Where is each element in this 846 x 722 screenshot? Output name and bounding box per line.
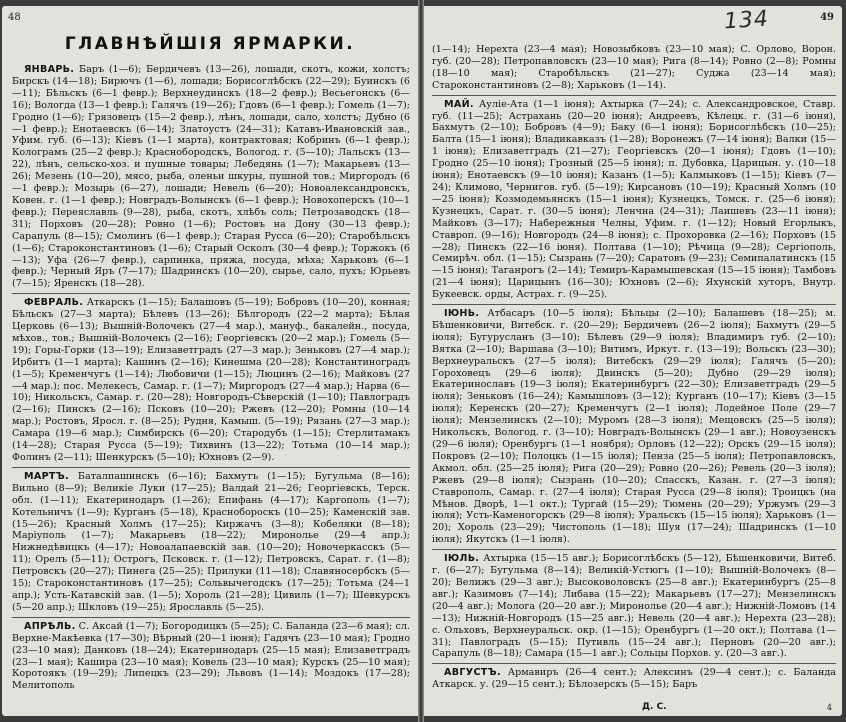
month-heading: МАРТЪ. <box>24 470 70 482</box>
month-heading: ІЮНЬ. <box>444 308 480 320</box>
month-section <box>12 297 410 464</box>
right-page-number: 49 <box>820 12 834 23</box>
month-section <box>432 308 836 546</box>
right-page <box>424 6 842 716</box>
month-heading: ЯНВАРЬ. <box>24 64 75 75</box>
left-column <box>12 64 410 695</box>
fair-list-text: Баръ (1—6); Бердичевъ (13—26), лошади, скотъ, кожи, холстъ; Бирскъ (14—18); Бирючъ (1—6), лошади; Борисоглѣбскъ (22—29); Буинскъ (6—11); Бѣльскъ (6—1 февр.); Верхнеудинскъ (18—2 февр.); Весьегонскъ (6—16); Вологда (13—1 февр.); Галячъ (19—26); Гдовъ (6—1 февр.); Гомель (1—7); Гродно (1—6); Грязовецъ (15—2 февр.), лѣнъ, лошади, сало, холстъ; Дубно (6—1 февр.); Енотаевскъ (6—14); Златоустъ (24—31); Катавъ-Ивановскій зав., Уфим. губ. (6—13); Кіевъ (1—1 марта), контрактовая; Кобринъ (6—1 февр.); Колограмъ (25—2 февр.); Краснобородскъ, Вологод. г. (5—10); Лальскъ (13—22), лѣнъ, сельско-хоз. и пушные товары; Лебедянь (1—7); Макарьевъ (13—26); Мезень (10—20), мясо, рыба, оленьи шкуры, пушной тов.; Миргородъ (6—1 февр.); Мозырь (6—27), лошади; Невель (6—20); Новоалександровскъ, Ковен. г. (1—1 февр.); Новградъ-Волынскъ (6—1 февр.); Новохоперскъ (10—1 февр.); Переяславль (9—28), рыба, скотъ, хлѣбъ соль; Петрозаводскъ (18—31); Порховъ (20—28); Ровно (1—6); Ростовъ на Дону (30—13 февр.); Сарапуль (8—15); Смолинъ (6—1 февр.); Старая Русса (6—20); Старобѣльскъ (1—6); Староконстантиновъ (1—6); Старый Осколъ (30—4 февр.); Торжокъ (6—13); Уфа (26—7 февр.), сарпинка, пряжа, посуда, мѣха; Харьковъ (6—1 февр.); Черный Яръ (7—17); Шадринскъ (10—20), сырье, сало, пухъ; Юрьевъ (7—15); Яренскъ (18—28). <box>12 64 410 290</box>
left-page <box>2 6 418 716</box>
month-section <box>432 99 836 301</box>
month-heading: ФЕВРАЛЬ. <box>24 297 84 309</box>
fair-list-text: Ахтырка (15—15 авг.); Борисоглѣбскъ (5—12), Бѣшенковичи, Витеб. г. (6—27); Бугульма (8—14); Великій-Устюгъ (1—10); Вышній-Волочекъ (8—20); Велижъ (29—3 авг.); Высоковоловскъ (25—8 авг.); Екатеринбургъ (25—8 авг.); Казимовъ (7—14); Либава (15—22); Макарьевъ (17—27); Мензелинскъ (20—4 авг.); Молога (20—20 авг.); Миронолье (20—4 авг.); Нижній-Ломовъ (14—13); Нижній-Новгородъ (15—25 авг.); Невель (20—4 авг.); Нерехта (23—28); с. Ольховъ, Верхнеуральск. окр. (1—15); Оренбургъ (1—20 окт.); Полтава (1—31); Павлоградъ (5—15); Путивль (15—24 авг.); Перновъ (20—20 авг.); Сарапуль (8—18); Самара (15—1 авг.); Сольцы Порхов. у. (20—3 авг.). <box>432 553 836 660</box>
month-section <box>432 553 836 660</box>
section-divider <box>12 467 410 468</box>
fair-list-text: С. Аксай (1—7); Богородицкъ (5—25); С. Баланда (23—6 мая); сл. Верхне-Макѣевка (17—30); Вѣрный (20—1 іюня); Гадячъ (23—10 мая); Гродно (23—10 мая); Данковъ (18—24); Екатеринодаръ (25—15 мая); Елизаветградъ (23—1 мая); Кашира (23—10 мая); Ковель (23—10 мая); Курскъ (25—10 мая); Коротоякъ (19—29); Липецкъ (23—29); Львовъ (1—14); Моздокъ (17—28); Мелитополь <box>12 620 410 692</box>
left-page-number: 48 <box>8 12 21 23</box>
page-title: ГЛАВНѢЙШІЯ ЯРМАРКИ. <box>64 34 356 54</box>
month-section <box>12 471 410 614</box>
fair-list-text: Армавиръ (26—4 сент.); Алексинъ (29—4 сент.); с. Баланда Аткарск. у. (29—15 сент.); Бѣлозерскъ (5—15); Баръ <box>432 667 836 691</box>
section-divider <box>432 549 836 550</box>
fair-list-text: Баталпашинскъ (6—16); Бахмутъ (1—15); Бугульма (8—16); Вильно (8—9); Великіе Луки (17—25); Валдай 21—26; Георгіевскъ, Терск. обл. (1—11); Екатеринодаръ (1—26); Епифань (4—17); Каргополь (1—7); Котельничъ (1—9); Курганъ (5—18), Краснобороскъ (10—25); Каменскій зав. (15—26); Красный Холмъ (17—25); Киржачъ (3—8); Кобеляки (8—18); Маріуполь (1—7); Макарьевъ (18—22); Миронолье (29—4 апр.); Нижнедѣвицкъ (4—17); Новоалапаевскій зав. (10—20); Новочеркасскъ (5—11); Орелъ (5—11); Острогъ, Псковск. г. (1—12); Петровскъ, Сарат. г. (1—8); Петровскъ (20—27); Пинега (25—25); Прилуки (11—18); Славяносербскъ (5—15); Староконстантиновъ (17—25); Сольвычегодскъ (17—25); Тотьма (24—1 апр.); Усть-Катавскій зав. (1—5); Хороль (21—28); Цивиль (1—7); Шевкурскъ (5—20 апр.); Шкловъ (19—25); Ярославль (5—25). <box>12 470 410 613</box>
fair-list-text: Аулiе-Ата (1—1 іюня); Ахтырка (7—24); с. Александровское, Ставр. губ. (11—25); Астрахань (20—20 іюня); Андреевъ, Кѣлецк. г. (31—6 іюня), Бахмутъ (2—10); Бобровъ (4—9); Баку (6—1 іюня); Борисоглѣбскъ (10—25); Балта (15—1 іюня); Владикавказъ (1—28); Воронежъ (7—14 іюня); Валки (15—1 іюня); Елизаветградъ (21—27); Георгіевскъ (20—1 іюня); Гдовъ (1—10); Гродно (25—10 іюня); Грозный (25—5 іюня); п. Дубовка, Царицын. у. (10—18 іюня); Енотаевскъ (9—10 іюня); Казанъ (1—5); Калмыковъ (1—15); Кіевъ (7—24); Климово, Чернигов. губ. (5—19); Кирсановъ (10—19); Красный Холмъ (10—25 іюня); Козмодемьянскъ (15—1 іюня); Кузнецкъ, Томск. г. (25—6 іюня); Кузнецкъ, Сарат. г. (30—5 іюня); Ленчна (24—31); Лаишевъ (23—11 іюня); Майковъ (3—17); Набережныя Челны, Уфим. г. (1—12); Новый Егорлыкъ, Ставроп. (9—16); Новгородъ (24—8 іюня); с. Прохоровка (2—16); Порховъ (15—28); Пинскъ (22—16 іюня). Полтава (1—10); Рѣчица (9—28); Сергіополь, Семирѣч. обл. (1—15); Сызрань (7—20); Саратовъ (9—23); Семипалатинскъ (15—15 іюня); Таганрогъ (2—14); Темиръ-Карамышевская (15—15 іюня); Тамбовъ (21—4 іюня); Царицынъ (16—30); Юхновъ (2—6); Яхунскій хуторъ, Внутр. Букеевск. орды, Астрах. г. (9—25). <box>432 98 836 301</box>
footer-number: 4 <box>826 703 832 712</box>
fair-list-text: Атбасаръ (10—5 іюля); Бѣльцы (2—10); Балашевъ (18—25); м. Бѣшенковичи, Витебск. г. (20—29); Бердичевъ (26—2 іюля); Бахмутъ (29—5 іюля); Бугурусланъ (3—10); Бѣлевъ (29—9 іюля); Владимиръ губ. (2—10); Вятка (2—10); Варшава (3—10); Витимъ, Иркут. г. (13—19); Вольскъ (23—30); Верхнеуральскъ (27—5 іюля); Витебскъ (29—29 іюля); Галячъ (5—20); Гороховецъ (29—6 іюля); Двинскъ (5—20); Дубно (29—29 іюля); Екатеринославъ (19—3 іюля); Екатеринбургъ (22—30); Елизаветградъ (29—5 іюля); Зеньковъ (16—24); Камышловъ (3—12); Курганъ (10—17); Кіевъ (3—15 іюля); Керенскъ (20—27); Кременчугъ (2—1 іюля); Лодейное Поле (29—7 іюля); Мензелинскъ (2—10); Муромъ (28—3 іюля); Мещовскъ (25—5 іюля); Никольскъ, Вологод. г. (3—10); Новградъ-Волынскъ (29—1 авг.); Новоузенскъ (29—6 іюля); Оренбургъ (1—1 ноября); Орловъ (12—22); Орскъ (29—15 іюля); Покровъ (2—10); Полоцкъ (1—15 іюля); Пенза (25—5 іюля); Петропавловскъ, Акмол. обл. (25—25 іюля); Рига (20—29); Ровно (20—26); Ревель (20—3 іюля); Ржевъ (29—8 іюля); Сызрань (10—20); Спасскъ, Казан. г. (27—3 іюля); Ставрополь, Самар. г. (27—4 іюля); Старая Русса (29—8 іюля); Троицкъ (на Мѣнов. Дворѣ, 1—1 окт.); Тургай (15—29); Тюмень (20—29); Уржумъ (29—3 іюля); Усть-Каменогорскъ (29—8 іюля); Уральскъ (15—15 іюля); Харьковъ (1—20); Хороль (23—29); Чистополь (1—18); Шуя (17—24); Шадринскъ (1—10 іюля); Якутскъ (1—1 іюля). <box>432 308 836 546</box>
fair-list-text: Аткарскъ (1—15); Балашовъ (5—19); Бобровъ (10—20), конная; Бѣльскъ (27—3 марта); Бѣлевъ (13—26); Бѣлгородъ (22—2 марта); Бѣлая Церковь (6—13); Вышній-Волочекъ (27—4 мар.), мануф., бакалейн., посуда, мѣхов., тов.; Вышній-Волочекъ (2—16); Георгіевскъ (20—2 мар.); Гомель (5—19); Горы-Горки (13—19); Елизаветградъ (27—3 мар.); Зеньковъ (27—4 мар.); Ирбитъ (1—1 марта); Кашинъ (2—16); Кинешма (20—28); Константиноградъ (1—5); Кременчугъ (1—14); Любовичи (1—15); Люцинъ (2—16); Майковъ (27—4 мар.); пос. Мелекесъ, Самар. г. (1—7); Миргородъ (27—4 мар.); Нарва (6—10); Никольскъ, Самар. г. (20—28); Новгородъ-Сѣверскій (1—10); Павлоградъ (2—16); Пинскъ (2—16); Псковъ (10—20); Ржевъ (12—20); Ромны (10—14 мар.); Ростовъ, Яросл. г. (8—25); Рудня, Камыш. (5—19); Рязань (27—3 мар.); Самара (19—6 мар.); Симбирскъ (6—20); Стародубъ (1—15); Стерлитамакъ (14—28); Старая Русса (5—19); Тихвинъ (13—22); Тотьма (10—14 мар.); Фолинъ (2—11); Шенкурскъ (5—10); Юхновъ (2—9). <box>12 297 410 463</box>
section-divider <box>12 617 410 618</box>
handwritten-note: 134 <box>723 6 770 35</box>
month-section <box>432 44 836 92</box>
section-divider <box>12 293 410 294</box>
month-heading: АПРѢЛЬ. <box>24 620 76 632</box>
month-heading: МАЙ. <box>444 98 474 110</box>
month-section <box>12 621 410 692</box>
month-heading: АВГУСТЪ. <box>444 667 501 679</box>
fair-list-text: (1—14); Нерехта (23—4 мая); Новозыбковъ (23—10 мая); С. Орлово, Ворон. губ. (20—28); Петропавловскъ (23—10 мая); Рига (8—14); Ровно (2—8); Ромны (18—10 мая); Старобѣльскъ (21—27); Суджа (23—14 мая); Староконстантиновъ (2—8); Харьковъ (1—14). <box>432 44 836 91</box>
section-divider <box>432 95 836 96</box>
section-divider <box>432 663 836 664</box>
month-section <box>12 64 410 290</box>
right-column <box>432 44 836 694</box>
month-section <box>432 667 836 691</box>
section-divider <box>432 304 836 305</box>
month-heading: ІЮЛЬ. <box>444 553 480 565</box>
footer-signature: Д. С. <box>642 702 667 712</box>
